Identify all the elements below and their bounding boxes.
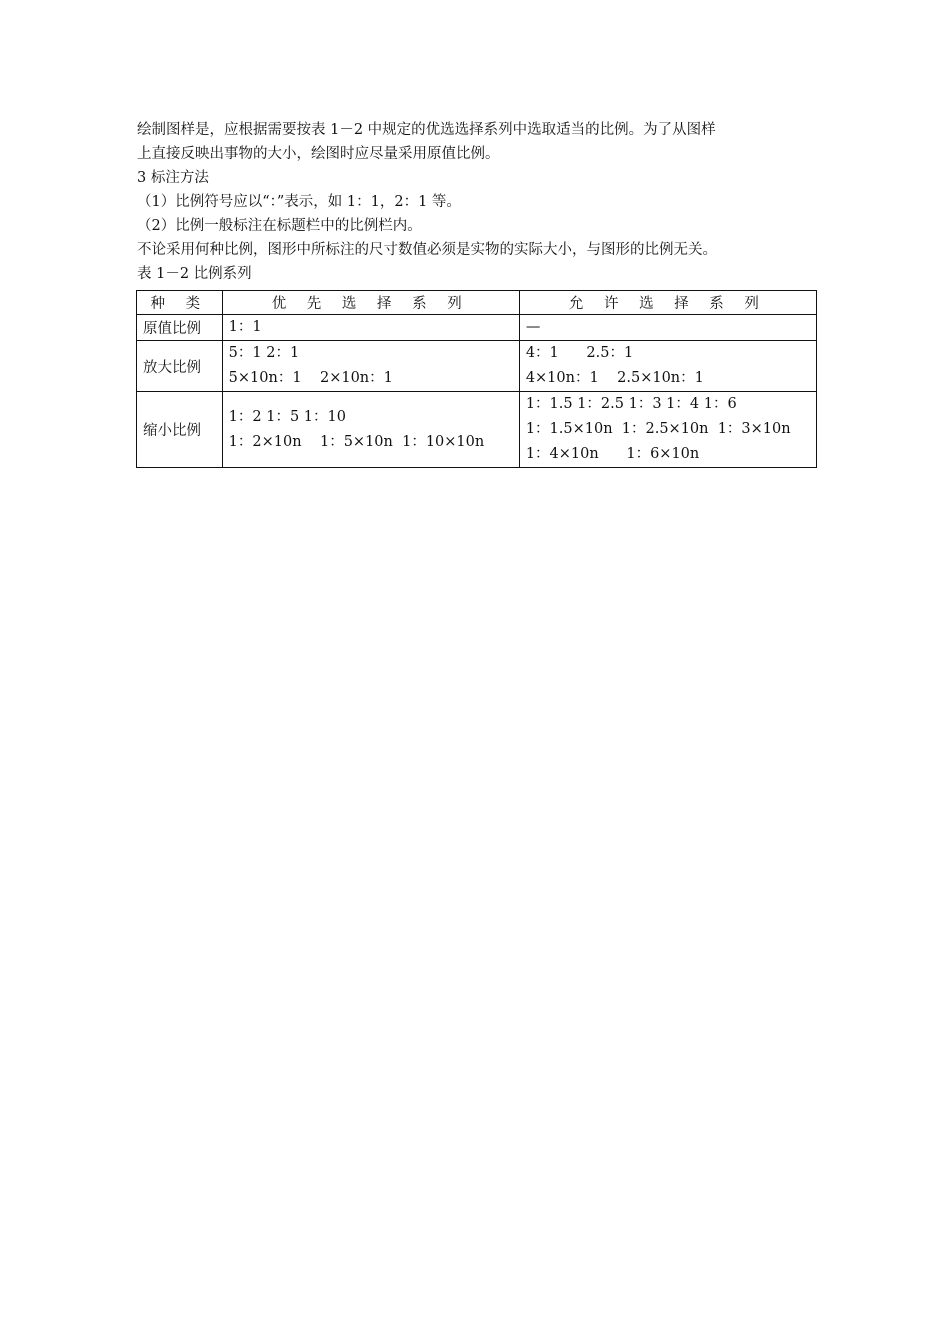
paragraph-line: （2）比例一般标注在标题栏中的比例栏内。 [137, 218, 422, 234]
paragraph-line: 绘制图样是，应根据需要按表 1－2 中规定的优选选择系列中选取适当的比例。为了从图样 [137, 122, 716, 138]
cell-kind: 原值比例 [137, 315, 223, 341]
header-kind: 种 类 [137, 291, 223, 315]
cell-allowed [519, 392, 816, 468]
cell-allowed [519, 315, 816, 341]
paragraph-line: （1）比例符号应以“：”表示，如 1：1，2：1 等。 [137, 194, 461, 210]
paragraph-line: 上直接反映出事物的大小，绘图时应尽量采用原值比例。 [137, 146, 500, 162]
cell-kind: 缩小比例 [137, 392, 223, 468]
cell-preferred [222, 392, 519, 468]
cell-allowed [519, 341, 816, 392]
paragraph-line: 不论采用何种比例，图形中所标注的尺寸数值必须是实物的实际大小，与图形的比例无关。 [137, 242, 717, 258]
cell-line: 4：1 2.5：1 [525, 345, 634, 361]
document-body [137, 118, 827, 286]
cell-preferred [222, 341, 519, 392]
cell-line: 1：1.5 1：2.5 1：3 1：4 1：6 [525, 396, 737, 412]
cell-kind: 放大比例 [137, 341, 223, 392]
ratio-series-table [136, 290, 817, 468]
header-preferred: 优 先 选 择 系 列 [222, 291, 519, 315]
table-caption: 表 1－2 比例系列 [137, 266, 252, 282]
cell-line: 1：1.5×10n 1：2.5×10n 1：3×10n [525, 421, 791, 437]
cell-preferred [222, 315, 519, 341]
cell-line: 1：4×10n 1：6×10n [525, 446, 700, 462]
section-heading: 3 标注方法 [137, 170, 209, 186]
cell-line: 4×10n：1 2.5×10n：1 [525, 370, 704, 386]
header-allowed: 允 许 选 择 系 列 [519, 291, 816, 315]
cell-line: 1：1 [228, 319, 262, 335]
table-row [137, 315, 817, 341]
table-header-row [137, 291, 817, 315]
cell-line: 5：1 2：1 [228, 345, 300, 361]
table-row [137, 392, 817, 468]
cell-line: 1：2 1：5 1：10 [228, 408, 346, 425]
cell-line: — [525, 319, 541, 335]
cell-line: 1：2×10n 1：5×10n 1：10×10n [228, 433, 485, 450]
table-row [137, 341, 817, 392]
cell-line: 5×10n：1 2×10n：1 [228, 370, 393, 386]
